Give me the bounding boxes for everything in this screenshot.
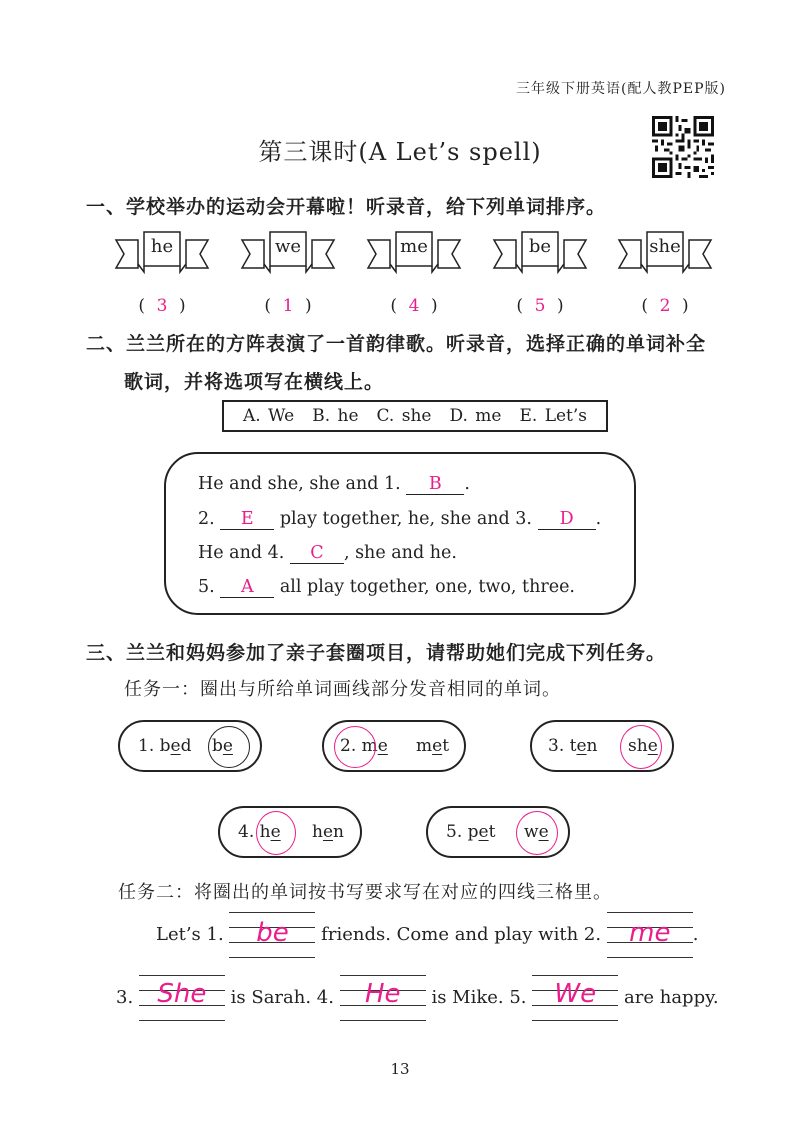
lyric-line-4: 5. A all play together, one, two, three. bbox=[198, 577, 575, 597]
order-answer-1[interactable]: ( 3 ) bbox=[138, 296, 186, 316]
answer-circle bbox=[334, 726, 376, 768]
lyric-blank-4[interactable]: C bbox=[290, 543, 344, 564]
option-word[interactable]: she bbox=[628, 736, 658, 756]
answer-he: He bbox=[364, 979, 401, 1009]
order-number: 1 bbox=[282, 296, 294, 316]
order-answer-4[interactable]: ( 5 ) bbox=[516, 296, 564, 316]
order-number: 2 bbox=[659, 296, 671, 316]
answer-me: me bbox=[629, 918, 671, 948]
book-info: 三年级下册英语(配人教PEP版) bbox=[516, 81, 726, 97]
option-word[interactable]: met bbox=[416, 736, 450, 756]
banner-word: be bbox=[528, 236, 552, 257]
banner-word: me bbox=[400, 236, 428, 257]
order-answer-2[interactable]: ( 1 ) bbox=[264, 296, 312, 316]
lyric-blank-2[interactable]: E bbox=[220, 509, 274, 530]
given-word: 5. pet bbox=[446, 822, 496, 842]
ring-toss-pill-1 bbox=[118, 720, 262, 772]
option-c: C. she bbox=[376, 406, 432, 426]
word-banner-4 bbox=[492, 228, 588, 274]
banner-word: we bbox=[274, 236, 302, 257]
option-word[interactable]: hen bbox=[312, 822, 344, 842]
given-word: 1. bed bbox=[138, 736, 192, 756]
word-banner-1 bbox=[114, 228, 210, 274]
ring-toss-pill-5 bbox=[426, 806, 570, 858]
section3-heading: 三、兰兰和妈妈参加了亲子套圈项目，请帮助她们完成下列任务。 bbox=[86, 642, 667, 664]
banner-word: he bbox=[150, 236, 174, 257]
four-line-box-3[interactable] bbox=[139, 975, 225, 1021]
section2-heading-line1: 二、兰兰所在的方阵表演了一首韵律歌。听录音，选择正确的单词补全 bbox=[86, 333, 707, 355]
section1-heading: 一、学校举办的运动会开幕啦！听录音，给下列单词排序。 bbox=[86, 196, 607, 218]
task2-instruction: 任务二：将圈出的单词按书写要求写在对应的四线三格里。 bbox=[118, 882, 612, 903]
lyric-blank-1[interactable]: B bbox=[406, 474, 464, 495]
lyric-line-3: He and 4. C , she and he. bbox=[198, 543, 457, 563]
page-number: 13 bbox=[390, 1060, 410, 1078]
four-line-box-2[interactable] bbox=[607, 912, 693, 958]
ring-toss-pill-3 bbox=[530, 720, 674, 772]
qr-code-icon bbox=[652, 116, 714, 178]
order-number: 4 bbox=[408, 296, 420, 316]
lyrics-box bbox=[164, 452, 636, 615]
options-box bbox=[222, 400, 608, 432]
banner-word: she bbox=[649, 236, 681, 257]
order-number: 3 bbox=[156, 296, 168, 316]
option-word[interactable]: be bbox=[212, 736, 233, 756]
option-b: B. he bbox=[312, 406, 359, 426]
word-banner-3 bbox=[366, 228, 462, 274]
section2-heading-line2: 歌词，并将选项写在横线上。 bbox=[124, 371, 385, 393]
order-answer-5[interactable]: ( 2 ) bbox=[641, 296, 689, 316]
writing-line-1: Let’s 1. be friends. Come and play with 2. me . bbox=[156, 912, 699, 958]
answer-she: She bbox=[157, 979, 207, 1009]
word-banner-2 bbox=[240, 228, 336, 274]
four-line-box-1[interactable] bbox=[229, 912, 315, 958]
four-line-box-5[interactable] bbox=[532, 975, 618, 1021]
option-a: A. We bbox=[242, 406, 295, 426]
task1-instruction: 任务一：圈出与所给单词画线部分发音相同的单词。 bbox=[124, 679, 561, 700]
lyric-blank-3[interactable]: D bbox=[538, 509, 596, 530]
page-title: 第三课时(A Let’s spell) bbox=[258, 138, 542, 166]
ring-toss-pill-4 bbox=[218, 806, 362, 858]
word-banner-5 bbox=[617, 228, 713, 274]
option-d: D. me bbox=[449, 406, 502, 426]
order-number: 5 bbox=[534, 296, 546, 316]
lyric-line-1: He and she, she and 1. B . bbox=[198, 474, 470, 494]
four-line-box-4[interactable] bbox=[340, 975, 426, 1021]
answer-circle bbox=[256, 811, 296, 855]
answer-we: We bbox=[554, 979, 597, 1009]
lyric-line-2: 2. E play together, he, she and 3. D . bbox=[198, 509, 602, 529]
lyric-blank-5[interactable]: A bbox=[220, 577, 274, 598]
answer-be: be bbox=[256, 918, 289, 948]
answer-circle bbox=[620, 725, 662, 769]
given-word: 2. me bbox=[340, 736, 388, 756]
option-e: E. Let’s bbox=[519, 406, 588, 426]
answer-circle bbox=[208, 726, 250, 768]
given-word: 3. ten bbox=[548, 736, 598, 756]
answer-circle bbox=[516, 811, 558, 855]
order-answer-3[interactable]: ( 4 ) bbox=[390, 296, 438, 316]
ring-toss-pill-2 bbox=[322, 720, 466, 772]
given-word: 4. he bbox=[238, 822, 281, 842]
writing-line-2: 3. She is Sarah. 4. He is Mike. 5. We are happy. bbox=[116, 975, 719, 1021]
option-word[interactable]: we bbox=[524, 822, 549, 842]
